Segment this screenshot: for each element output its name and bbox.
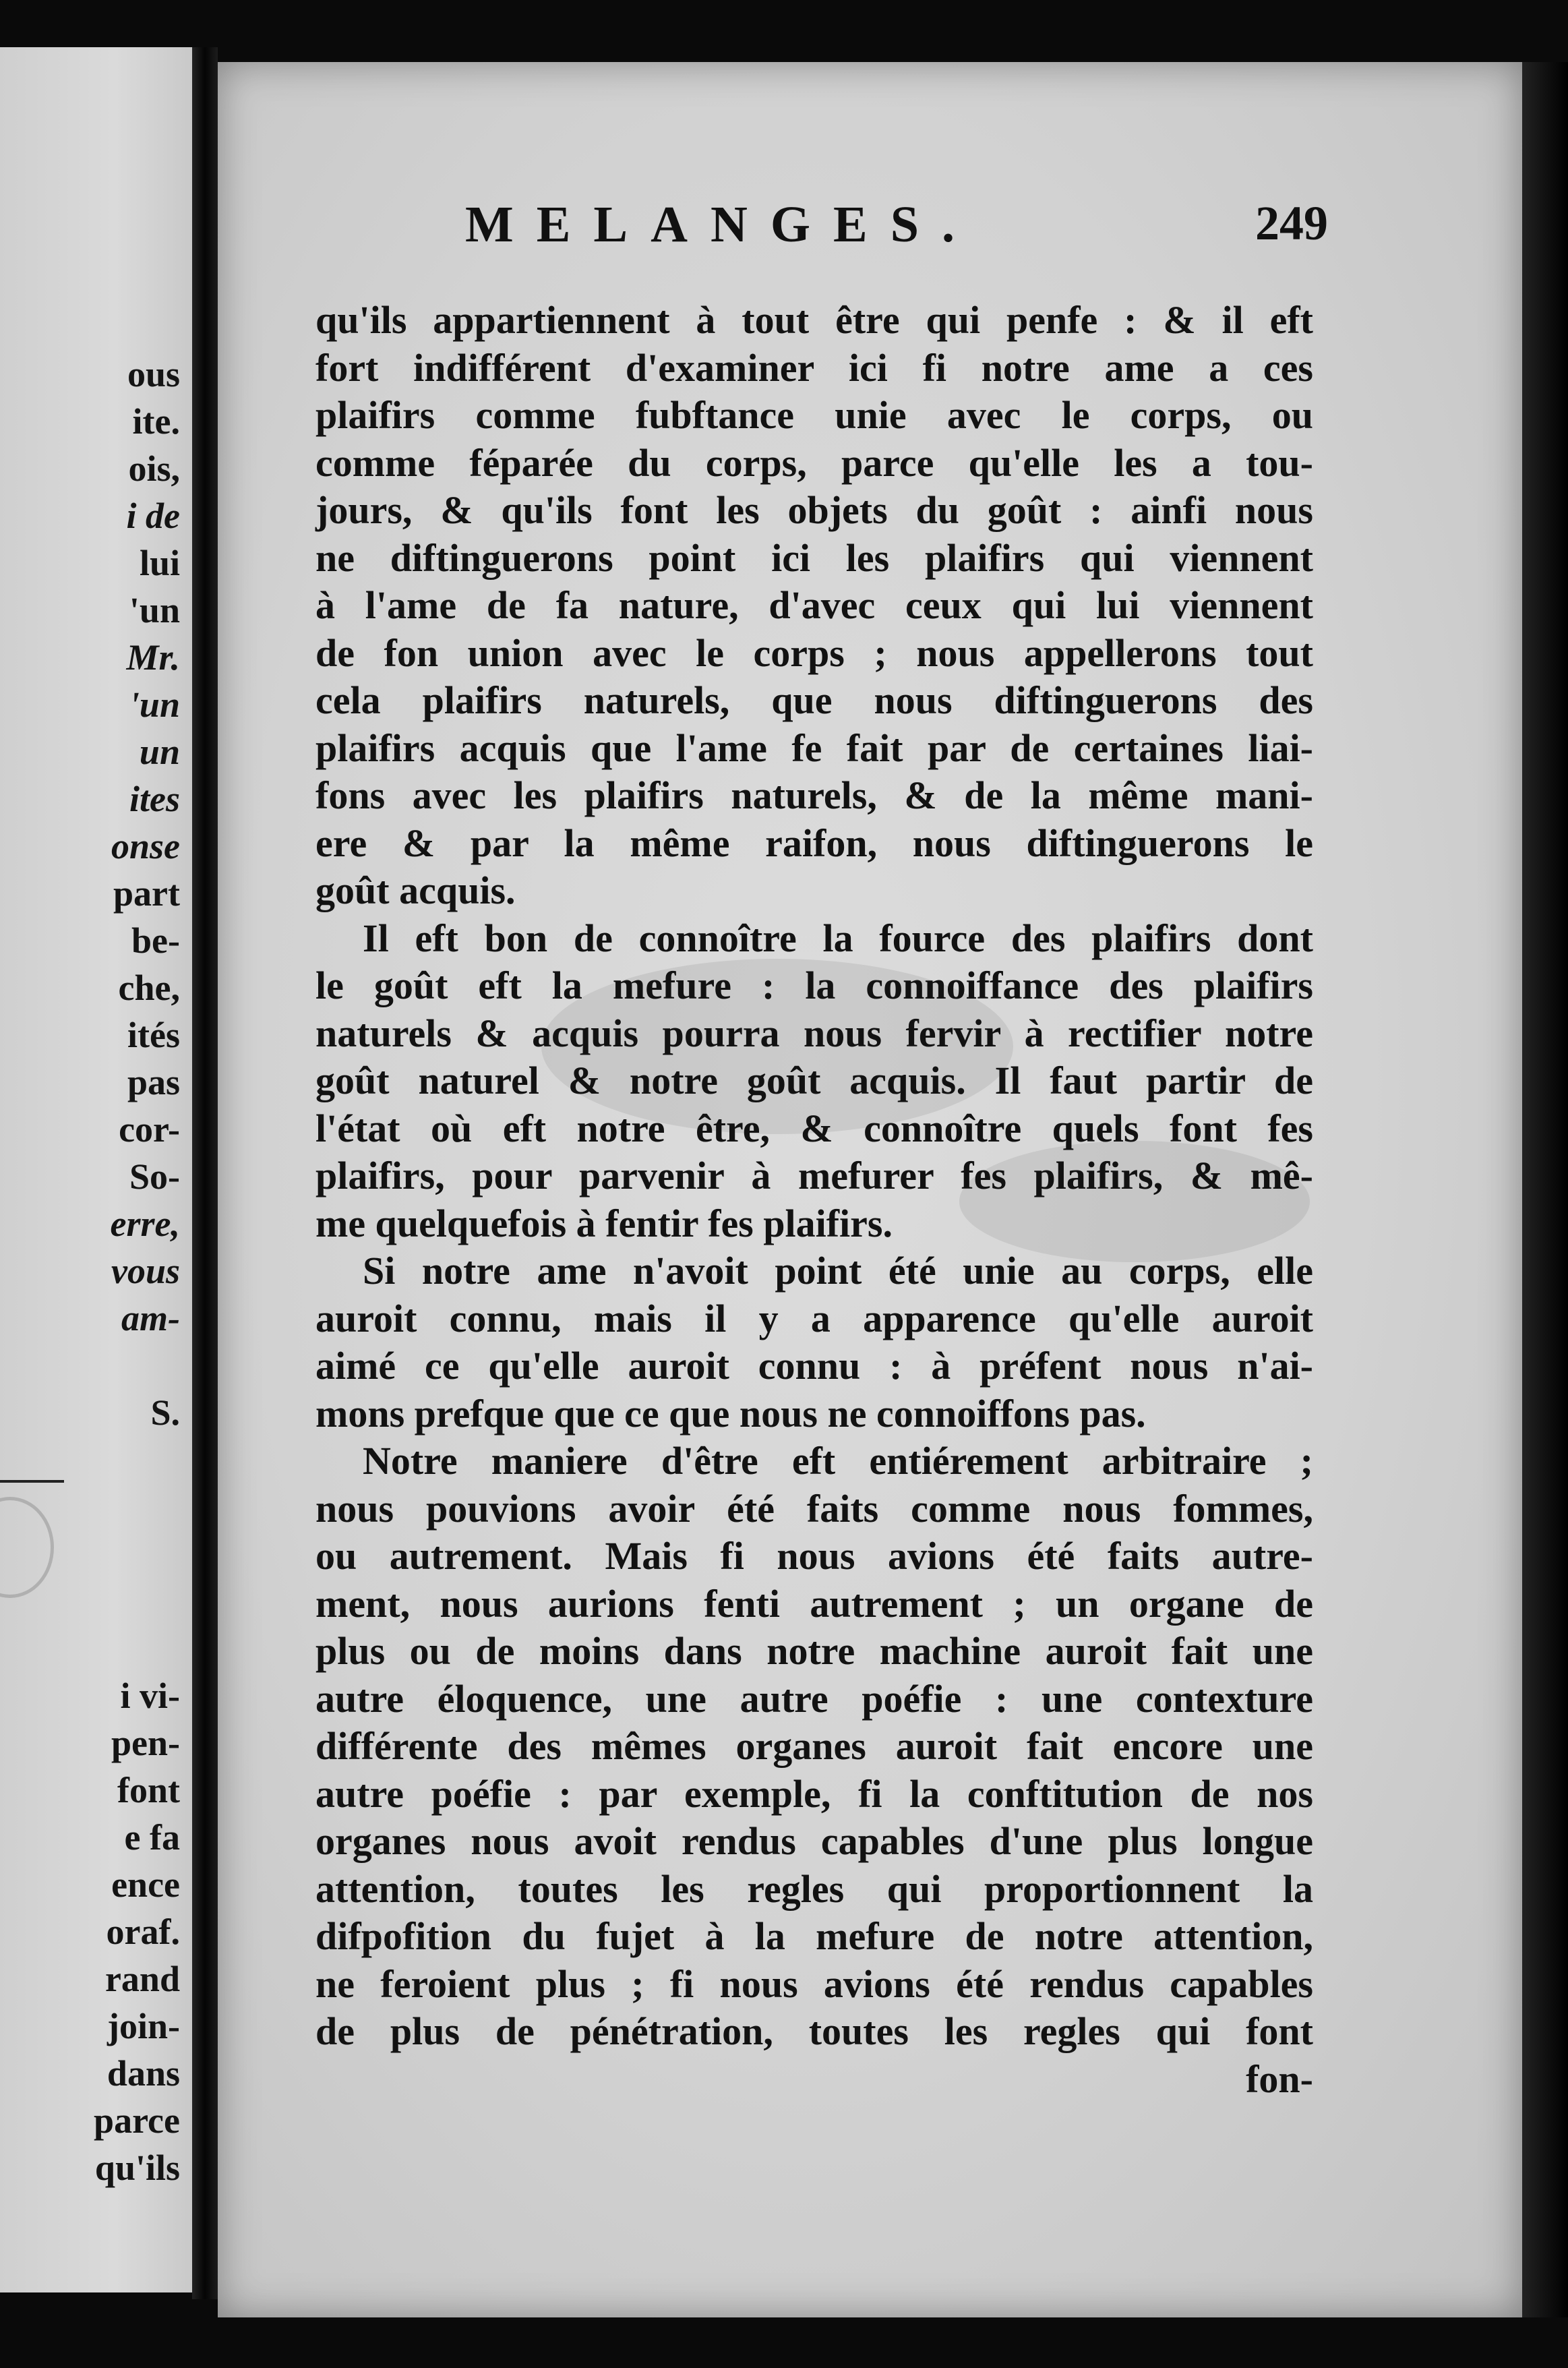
left-page-fragment bbox=[0, 47, 192, 2292]
text-line: plus ou de moins dans notre machine auroit fait une bbox=[315, 1629, 1313, 1673]
text-line: à l'ame de fa nature, d'avec ceux qui lui viennent bbox=[315, 583, 1313, 627]
text-line: l'état où eft notre être, & connoître quels font fes bbox=[315, 1106, 1313, 1150]
text-line: ne diftinguerons point ici les plaifirs qui viennent bbox=[315, 535, 1313, 580]
text-line: différente des mêmes organes auroit fait encore une bbox=[315, 1724, 1313, 1768]
text-line: plaifirs comme fubftance unie avec le corps, ou bbox=[315, 393, 1313, 437]
left-page-line: am- bbox=[121, 1298, 180, 1338]
text-line: attention, toutes les regles qui proportionnent la bbox=[315, 1866, 1313, 1911]
page-number: 249 bbox=[1255, 196, 1328, 250]
text-line: plaifirs, pour parvenir à mefurer fes plaifirs, & mê- bbox=[315, 1154, 1313, 1197]
text-line: comme féparée du corps, parce qu'elle les a tou- bbox=[315, 440, 1313, 485]
left-page-line: lui bbox=[139, 543, 180, 583]
text-line: ou autrement. Mais fi nous avions été faits autre- bbox=[315, 1534, 1313, 1578]
text-line: jours, & qu'ils font les objets du goût : ainfi nous bbox=[315, 488, 1313, 532]
book-gutter bbox=[192, 47, 218, 2299]
text-line: ere & par la même raifon, nous diftinguerons le bbox=[315, 821, 1313, 865]
left-page-line: ite. bbox=[132, 401, 180, 442]
text-line: aimé ce qu'elle auroit connu : à préfent nous n'ai- bbox=[315, 1344, 1313, 1388]
text-line: de fon union avec le corps ; nous appellerons tout bbox=[315, 630, 1313, 675]
left-page-line: pen- bbox=[111, 1723, 180, 1763]
text-line: fons avec les plaifirs naturels, & de la même mani- bbox=[315, 773, 1313, 817]
left-page-line: ités bbox=[127, 1015, 180, 1055]
left-page-line: rand bbox=[104, 1959, 180, 1999]
body-text bbox=[315, 297, 1313, 2103]
text-line: difpofition du fujet à la mefure de notre attention, bbox=[315, 1914, 1313, 1958]
left-page-line: qu'ils bbox=[94, 2148, 180, 2188]
left-page-line: ous bbox=[127, 354, 180, 394]
left-page-text bbox=[1, 351, 180, 2191]
text-line: naturels & acquis pourra nous fervir à rectifier notre bbox=[315, 1011, 1313, 1055]
text-line: ment, nous aurions fenti autrement ; un organe de bbox=[315, 1581, 1313, 1626]
left-page-line: S. bbox=[150, 1392, 180, 1433]
text-line: autre poéfie : par exemple, fi la conftitution de nos bbox=[315, 1771, 1313, 1816]
text-line: autre éloquence, une autre poéfie : une contexture bbox=[315, 1676, 1313, 1721]
text-line: fort indifférent d'examiner ici fi notre ame a ces bbox=[315, 345, 1313, 390]
left-page-line: che, bbox=[118, 968, 180, 1008]
left-page-line: un bbox=[139, 732, 180, 772]
text-line: mons prefque que ce que nous ne connoiffons pas. bbox=[315, 1391, 1146, 1435]
left-page-line bbox=[1, 1625, 180, 1672]
left-page-line: 'un bbox=[129, 684, 180, 725]
text-line: organes nous avoit rendus capables d'une plus longue bbox=[315, 1819, 1313, 1863]
text-line: de plus de pénétration, toutes les regles qui font bbox=[315, 2009, 1313, 2053]
left-page-line: pas bbox=[127, 1062, 180, 1102]
left-page-line bbox=[1, 1342, 180, 1389]
right-border bbox=[1522, 62, 1568, 2317]
left-page-line: part bbox=[113, 873, 180, 914]
running-head: MELANGES. bbox=[465, 196, 977, 253]
page-header bbox=[458, 196, 1328, 270]
text-line: Notre maniere d'être eft entiérement arbitraire ; bbox=[363, 1439, 1313, 1483]
text-line: goût naturel & notre goût acquis. Il faut partir de bbox=[315, 1059, 1313, 1102]
left-page-line: parce bbox=[94, 2100, 180, 2141]
left-page-line: erre, bbox=[110, 1204, 180, 1244]
left-page-line: font bbox=[117, 1770, 180, 1810]
left-page-line: So- bbox=[129, 1156, 180, 1197]
left-page-line: ence bbox=[111, 1864, 180, 1905]
text-line: ne feroient plus ; fi nous avions été rendus capables bbox=[315, 1961, 1313, 2006]
left-page-line: vous bbox=[111, 1251, 180, 1291]
left-page-rule bbox=[0, 1480, 64, 1483]
left-page-line: cor- bbox=[119, 1109, 180, 1150]
left-page-line: e fa bbox=[124, 1817, 180, 1858]
text-line: nous pouvions avoir été faits comme nous fommes, bbox=[315, 1486, 1313, 1531]
text-line: qu'ils appartiennent à tout être qui penfe : & il eft bbox=[315, 298, 1313, 342]
left-page-line: i de bbox=[126, 496, 180, 536]
text-line: le goût eft la mefure : la connoiffance des plaifirs bbox=[315, 964, 1313, 1007]
left-page-line: 'un bbox=[129, 590, 180, 630]
text-line: auroit connu, mais il y a apparence qu'elle auroit bbox=[315, 1296, 1313, 1340]
left-page-line: Mr. bbox=[126, 637, 180, 678]
left-page-line: i vi- bbox=[120, 1676, 180, 1716]
left-page-line: be- bbox=[131, 920, 180, 961]
text-line: Il eft bon de connoître la fource des plaifirs dont bbox=[363, 916, 1313, 960]
text-line: plaifirs acquis que l'ame fe fait par de certaines liai- bbox=[315, 726, 1313, 770]
left-page-line: ois, bbox=[128, 448, 180, 489]
text-line: me quelquefois à fentir fes plaifirs. bbox=[315, 1201, 893, 1245]
left-page-line: ites bbox=[129, 779, 180, 819]
left-page-line bbox=[1, 1436, 180, 1483]
left-page-line: oraf. bbox=[106, 1912, 180, 1952]
left-page-line: dans bbox=[107, 2053, 180, 2094]
text-line: Si notre ame n'avoit point été unie au corps, elle bbox=[363, 1249, 1313, 1293]
text-line: goût acquis. bbox=[315, 868, 516, 912]
left-page-line: join- bbox=[107, 2006, 180, 2046]
text-line: fon- bbox=[1246, 2056, 1313, 2101]
text-line: cela plaifirs naturels, que nous diftinguerons des bbox=[315, 678, 1313, 722]
left-page-line: onse bbox=[111, 826, 180, 866]
